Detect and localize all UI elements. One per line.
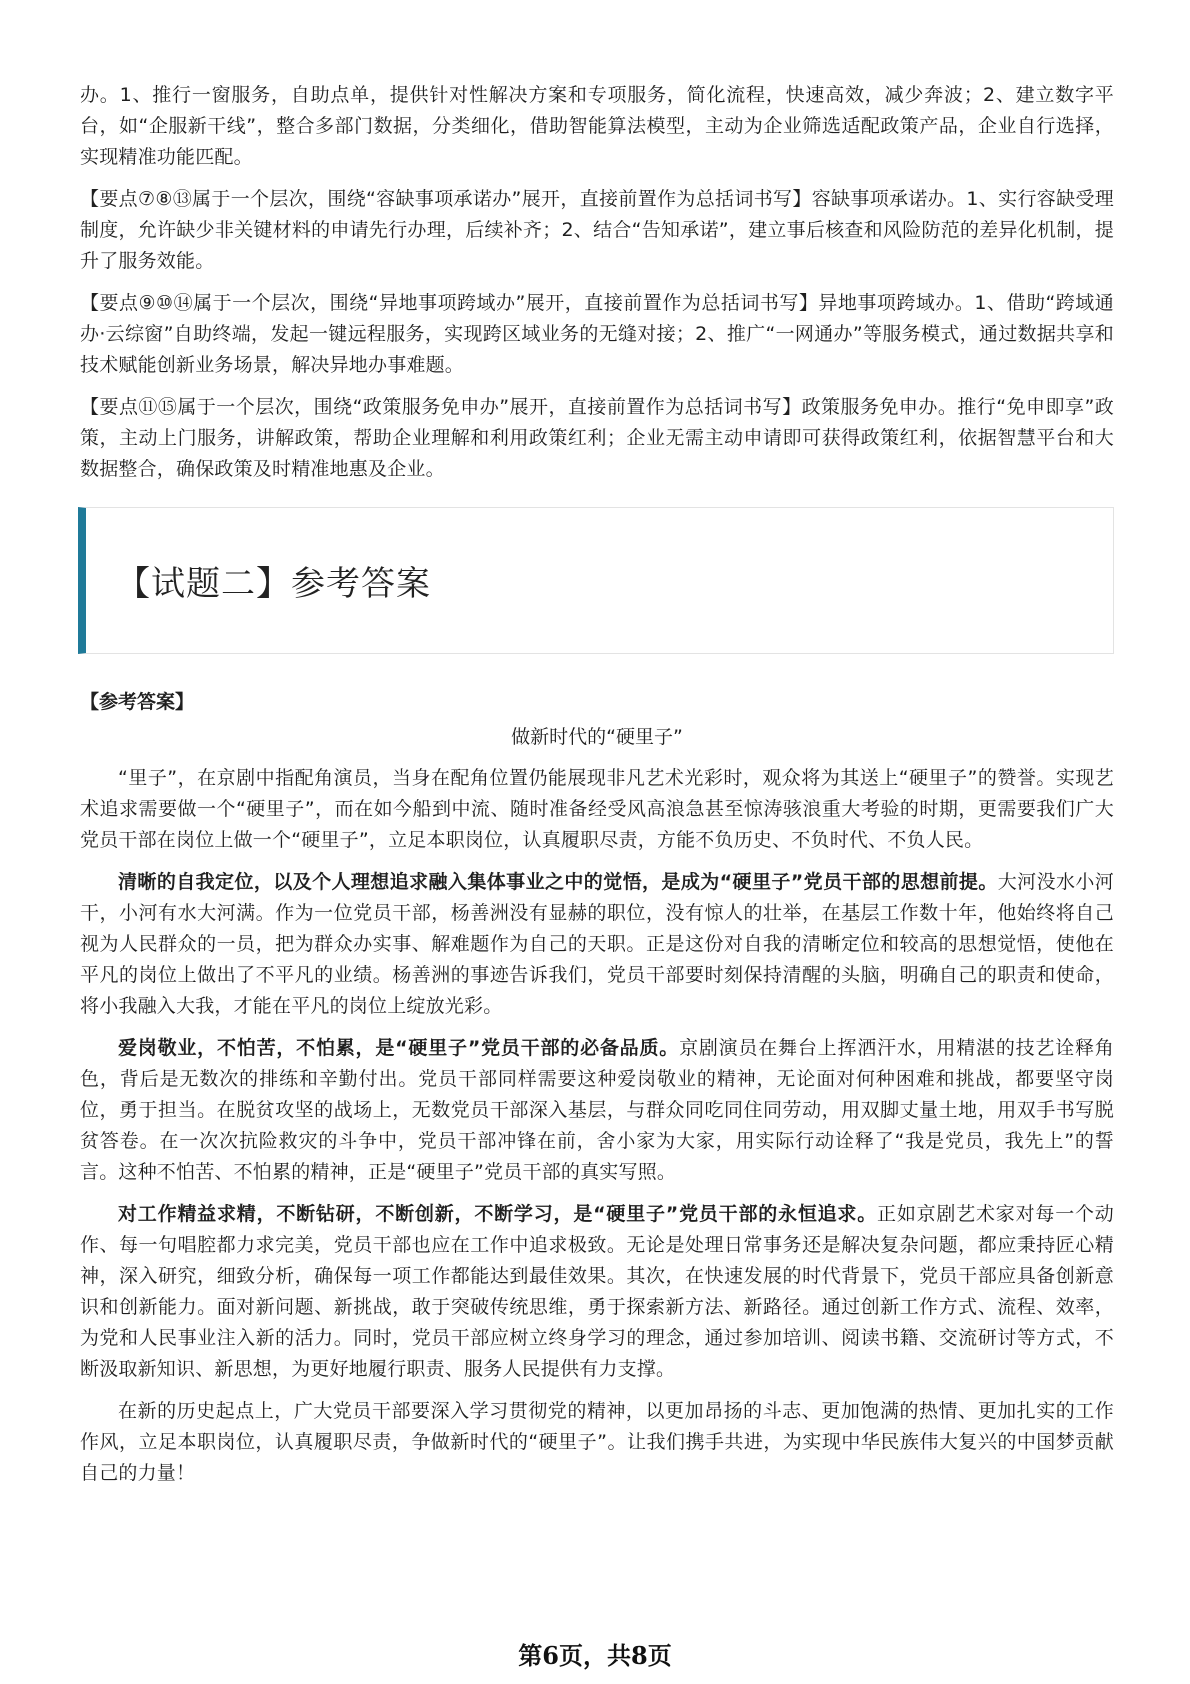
essay-paragraph <box>80 867 1114 1022</box>
paragraph-body: 大河没水小河干，小河有水大河满。作为一位党员干部，杨善洲没有显赫的职位，没有惊人的壮举，在基层工作数十年，他始终将自己视为人民群众的一员，把为群众办实事、解难题作为自己的天职。正是这份对自我的清晰定位和较高的思想觉悟，使他在平凡的岗位上做出了不平凡的业绩。杨善洲的事迹告诉我们，党员干部要时刻保持清醒的头脑，明确自己的职责和使命，将小我融入大我，才能在平凡的岗位上绽放光彩。 <box>80 871 1114 1017</box>
key-point-paragraph: 【要点⑪⑮属于一个层次，围绕“政策服务免申办”展开，直接前置作为总括词书写】政策服务免申办。推行“免申即享”政策，主动上门服务，讲解政策，帮助企业理解和利用政策红利；企业无需主动申请即可获得政策红利，依据智慧平台和大数据整合，确保政策及时精准地惠及企业。 <box>80 396 1114 480</box>
page-number: 第6页，共8页 <box>518 1641 672 1670</box>
paragraph-thesis: 爱岗敬业，不怕苦，不怕累，是“硬里子”党员干部的必备品质。 <box>118 1037 680 1059</box>
paragraph-body: 京剧演员在舞台上挥洒汗水，用精湛的技艺诠释角色，背后是无数次的排练和辛勤付出。党员干部同样需要这种爱岗敬业的精神，无论面对何种困难和挑战，都要坚守岗位，勇于担当。在脱贫攻坚的战场上，无数党员干部深入基层，与群众同吃同住同劳动，用双脚丈量土地，用双手书写脱贫答卷。在一次次抗险救灾的斗争中，党员干部冲锋在前，舍小家为大家，用实际行动诠释了“我是党员，我先上”的誓言。这种不怕苦、不怕累的精神，正是“硬里子”党员干部的真实写照。 <box>80 1037 1115 1183</box>
paragraph-body: 在新的历史起点上，广大党员干部要深入学习贯彻党的精神，以更加昂扬的斗志、更加饱满的热情、更加扎实的工作作风，立足本职岗位，认真履职尽责，争做新时代的“硬里子”。让我们携手共进，为实现中华民族伟大复兴的中国梦贡献自己的力量！ <box>80 1400 1114 1484</box>
continued-paragraph: 办。1、推行一窗服务，自助点单，提供针对性解决方案和专项服务，简化流程，快速高效，减少奔波；2、建立数字平台，如“企服新干线”，整合多部门数据，分类细化，借助智能算法模型，主动为企业筛选适配政策产品，企业自行选择，实现精准功能匹配。 <box>80 84 1114 168</box>
paragraph-thesis: 清晰的自我定位，以及个人理想追求融入集体事业之中的觉悟，是成为“硬里子”党员干部的思想前提。 <box>118 871 998 893</box>
essay-paragraph <box>80 1199 1114 1385</box>
essay-paragraph <box>80 1396 1114 1489</box>
document-body <box>80 80 1114 1500</box>
essay-paragraph <box>80 1033 1114 1188</box>
paragraph-thesis: 对工作精益求精，不断钻研，不断创新，不断学习，是“硬里子”党员干部的永恒追求。 <box>118 1203 878 1225</box>
essay-paragraph <box>80 763 1114 856</box>
answer-label: 【参考答案】 <box>80 691 195 713</box>
essay-title: 做新时代的“硬里子” <box>511 726 683 748</box>
paragraph-body: “里子”，在京剧中指配角演员，当身在配角位置仍能展现非凡艺术光彩时，观众将为其送上“硬里子”的赞誉。实现艺术追求需要做一个“硬里子”，而在如今船到中流、随时准备经受风高浪急甚至惊涛骇浪重大考验的时期，更需要我们广大党员干部在岗位上做一个“硬里子”，立足本职岗位，认真履职尽责，方能不负历史、不负时代、不负人民。 <box>80 767 1114 851</box>
key-point-paragraph: 【要点⑦⑧⑬属于一个层次，围绕“容缺事项承诺办”展开，直接前置作为总括词书写】容缺事项承诺办。1、实行容缺受理制度，允许缺少非关键材料的申请先行办理，后续补齐；2、结合“告知承诺”，建立事后核查和风险防范的差异化机制，提升了服务效能。 <box>80 188 1114 272</box>
section-header <box>78 507 1114 654</box>
section-title: 【试题二】参考答案 <box>116 564 431 604</box>
paragraph-body: 正如京剧艺术家对每一个动作、每一句唱腔都力求完美，党员干部也应在工作中追求极致。无论是处理日常事务还是解决复杂问题，都应秉持匠心精神，深入研究，细致分析，确保每一项工作都能达到最佳效果。其次，在快速发展的时代背景下，党员干部应具备创新意识和创新能力。面对新问题、新挑战，敢于突破传统思维，勇于探索新方法、新路径。通过创新工作方式、流程、效率，为党和人民事业注入新的活力。同时，党员干部应树立终身学习的理念，通过参加培训、阅读书籍、交流研讨等方式，不断汲取新知识、新思想，为更好地履行职责、服务人民提供有力支撑。 <box>80 1203 1114 1380</box>
key-point-paragraph: 【要点⑨⑩⑭属于一个层次，围绕“异地事项跨域办”展开，直接前置作为总括词书写】异地事项跨域办。1、借助“跨域通办·云综窗”自助终端，发起一键远程服务，实现跨区域业务的无缝对接；2、推广“一网通办”等服务模式，通过数据共享和技术赋能创新业务场景，解决异地办事难题。 <box>80 292 1114 376</box>
